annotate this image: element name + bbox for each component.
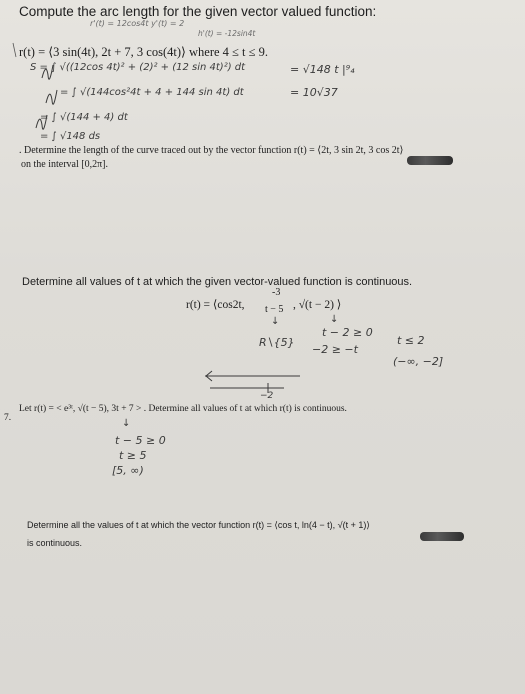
problem2-number-line-label: −2 xyxy=(260,391,274,401)
problem2-step-3: t ≤ 2 xyxy=(397,334,425,347)
problem2-function-tail: , √(t − 2) ⟩ xyxy=(293,299,342,311)
problem2-step-1: t − 2 ≥ 0 xyxy=(322,326,373,339)
problem4-text: Determine all the values of t at which the vector function r(t) = ⟨cos t, ln(4 − t), √(t + 1)⟩ xyxy=(27,520,370,530)
problem2-interval: (−∞, −2] xyxy=(393,355,444,368)
problem2-domain: R∖{5} xyxy=(259,336,295,349)
problem4-text-2: is continuous. xyxy=(27,538,83,548)
problem1-subquestion-2: on the interval [0,2π]. xyxy=(21,159,108,170)
problem2-title: Determine all values of t at which the given vector-valued function is continuous. xyxy=(22,276,413,288)
problem3-step-2: t ≥ 5 xyxy=(119,449,147,462)
problem1-work-line-2: = ∫ √(144cos²4t + 4 + 144 sin 4t) dt xyxy=(60,87,244,98)
problem1-top-notes: r'(t) = 12cos4t y'(t) = 2 xyxy=(90,19,185,28)
problem1-top-notes-2: h'(t) = -12sin4t xyxy=(198,29,256,38)
problem2-arrow-2: ↓ xyxy=(330,314,339,325)
redaction-mark xyxy=(420,532,464,541)
problem1-work-line-4: = ∫ √148 ds xyxy=(40,131,101,142)
problem1-subquestion: . Determine the length of the curve traced out by the vector function r(t) = ⟨2t, 3 sin 2t, 3 cos 2t⟩ xyxy=(19,145,404,156)
problem2-fraction-denominator: t − 5 xyxy=(265,304,284,315)
problem3-answer: [5, ∞) xyxy=(112,464,144,477)
problem1-title: Compute the arc length for the given vector valued function: xyxy=(19,4,377,19)
problem1-work-line-1: S = ∫ √((12cos 4t)² + (2)² + (12 sin 4t)²) dt xyxy=(30,62,246,73)
problem1-right-work-1: = √148 t |⁹₄ xyxy=(290,63,355,76)
problem3-arrow: ↓ xyxy=(122,418,131,429)
problem2-step-2: −2 ≥ −t xyxy=(312,343,358,356)
problem3-step-1: t − 5 ≥ 0 xyxy=(115,434,166,447)
problem1-right-work-2: = 10√37 xyxy=(290,86,338,99)
problem2-function: r(t) = ⟨cos2t, xyxy=(186,299,245,311)
problem3-text: Let r(t) = < e³ᵗ, √(t − 5), 3t + 7 > . Determine all values of t at which r(t) is continuous. xyxy=(19,404,347,414)
problem2-fraction-numerator: -3 xyxy=(272,287,281,298)
problem2-arrow-1: ↓ xyxy=(271,316,280,327)
problem1-function: r(t) = ⟨3 sin(4t), 2t + 7, 3 cos(4t)⟩ where 4 ≤ t ≤ 9. xyxy=(19,45,268,59)
redaction-mark xyxy=(407,156,453,165)
problem3-number: 7. xyxy=(4,413,12,423)
problem1-work-line-3: = ∫ √(144 + 4) dt xyxy=(40,112,128,123)
